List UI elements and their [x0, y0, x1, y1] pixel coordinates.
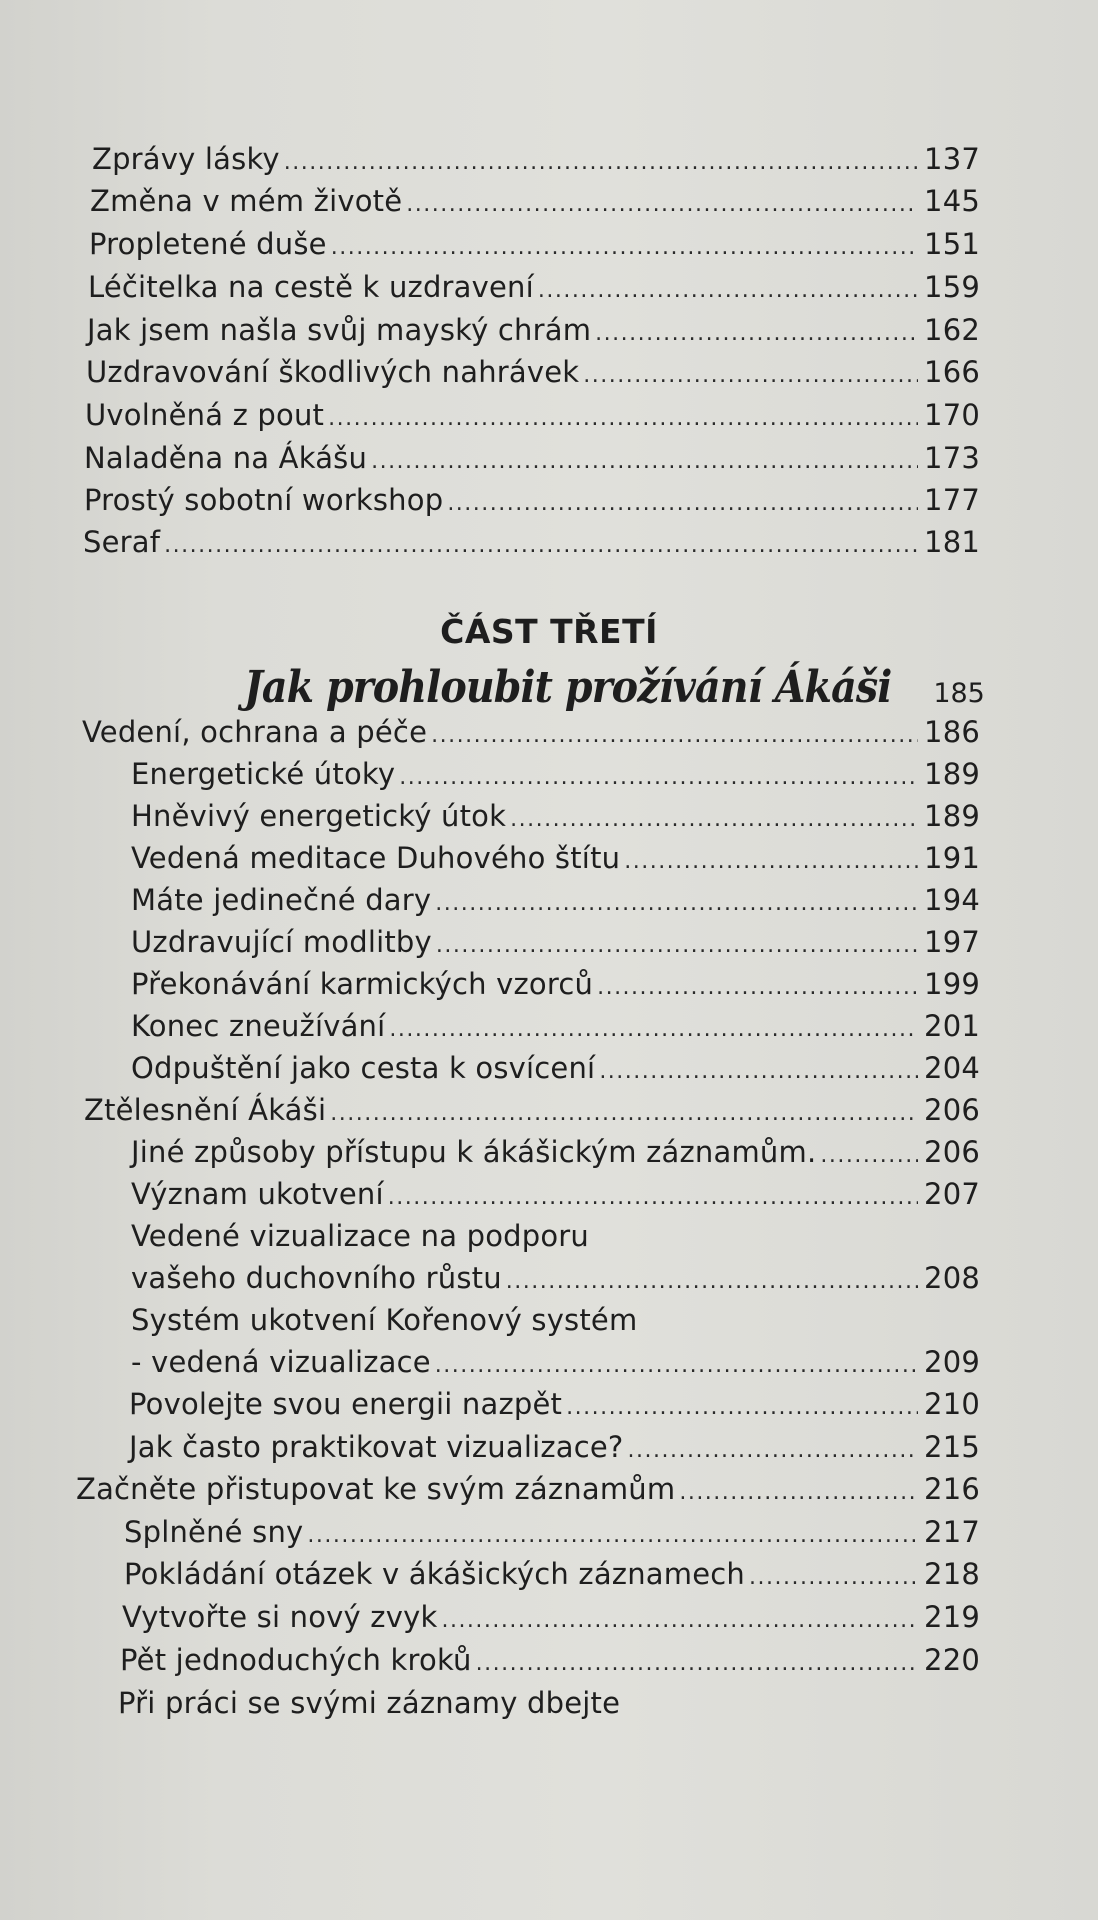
part-title-entry	[244, 662, 985, 713]
leader-dots	[328, 402, 918, 436]
toc-page-number: 177	[924, 483, 980, 517]
toc-entry-label: Překonávání karmických vzorců	[131, 967, 594, 1001]
toc-page-number: 204	[924, 1051, 980, 1085]
leader-dots	[597, 971, 918, 1005]
leader-dots	[566, 1391, 918, 1425]
toc-page-number: 162	[924, 313, 980, 347]
toc-entry	[131, 883, 980, 921]
toc-entry	[131, 1051, 980, 1089]
toc-entry	[131, 1261, 980, 1299]
toc-entry-label: Jiné způsoby přístupu k ákášickým záznamům.	[131, 1135, 817, 1169]
toc-page-number: 199	[924, 967, 980, 1001]
toc-page-number: 209	[924, 1345, 980, 1379]
leader-dots	[628, 1434, 918, 1468]
toc-entry	[131, 1135, 980, 1173]
toc-page-number: 208	[924, 1261, 980, 1295]
toc-entry	[87, 313, 980, 351]
toc-entry-label: Naladěna na Ákášu	[84, 441, 368, 475]
toc-page-number: 145	[924, 184, 980, 218]
leader-dots	[389, 1013, 918, 1047]
toc-page-number: 166	[924, 355, 980, 389]
toc-page-number: 181	[924, 525, 980, 559]
leader-dots	[435, 1349, 918, 1383]
toc-entry	[131, 925, 980, 963]
toc-entry	[124, 1557, 980, 1595]
toc-entry-label: Pokládání otázek v ákášických záznamech	[124, 1557, 745, 1591]
leader-dots	[476, 1647, 918, 1681]
toc-entry-label-line1: Vedené vizualizace na podporu	[131, 1219, 590, 1253]
toc-entry-label: Hněvivý energetický útok	[131, 799, 507, 833]
toc-entry	[131, 1345, 980, 1383]
toc-entry	[84, 441, 980, 479]
leader-dots	[436, 929, 918, 963]
toc-entry	[83, 525, 980, 563]
toc-page-number: 218	[924, 1557, 980, 1591]
toc-entry-label: Pět jednoduchých kroků	[120, 1643, 472, 1677]
toc-entry-label: Při práci se svými záznamy dbejte	[118, 1686, 621, 1720]
toc-entry	[129, 1430, 980, 1468]
toc-entry-label: Propletené duše	[89, 227, 327, 261]
toc-entry	[120, 1643, 980, 1681]
toc-entry	[86, 355, 980, 393]
part-title: Jak prohloubit prožívání Ákáši	[244, 662, 892, 713]
leader-dots	[749, 1561, 918, 1595]
toc-page-number: 137	[924, 142, 980, 176]
toc-page-number: 197	[924, 925, 980, 959]
toc-entry-label: Povolejte svou energii nazpět	[129, 1387, 563, 1421]
toc-entry-label: Ztělesnění Ákáši	[84, 1093, 327, 1127]
toc-entry-label: - vedená vizualizace	[131, 1345, 431, 1379]
toc-entry-label: vašeho duchovního růstu	[131, 1261, 502, 1295]
toc-entry-label: Uzdravující modlitby	[131, 925, 432, 959]
toc-entry-label: Vedená meditace Duhového štítu	[131, 841, 621, 875]
toc-page-number: 170	[924, 398, 980, 432]
leader-dots	[435, 887, 918, 921]
leader-dots	[679, 1476, 918, 1510]
toc-page-number: 220	[924, 1643, 980, 1677]
toc-entry-label: Uzdravování škodlivých nahrávek	[86, 355, 580, 389]
toc-page-number: 191	[924, 841, 980, 875]
toc-entry	[85, 398, 980, 436]
leader-dots	[284, 146, 918, 180]
leader-dots	[599, 1055, 918, 1089]
toc-page-number: 207	[924, 1177, 980, 1211]
toc-page-number: 216	[924, 1472, 980, 1506]
leader-dots	[538, 274, 918, 308]
toc-entry-label: Uvolněná z pout	[85, 398, 325, 432]
toc-entry	[129, 1387, 980, 1425]
toc-entry	[124, 1515, 980, 1553]
leader-dots	[447, 487, 918, 521]
toc-page-number: 210	[924, 1387, 980, 1421]
leader-dots	[307, 1519, 918, 1553]
leader-dots	[406, 188, 918, 222]
toc-page-number: 151	[924, 227, 980, 261]
toc-entry	[92, 142, 980, 180]
toc-entry-label: Konec zneužívání	[131, 1009, 386, 1043]
toc-entry-label: Odpuštění jako cesta k osvícení	[131, 1051, 596, 1085]
toc-entry-label: Splněné sny	[124, 1515, 304, 1549]
leader-dots	[330, 1097, 918, 1131]
leader-dots	[331, 231, 918, 265]
toc-page-number: 159	[924, 270, 980, 304]
toc-entry	[84, 483, 980, 521]
toc-entry	[131, 1009, 980, 1047]
leader-dots	[624, 845, 918, 879]
toc-entry-label: Seraf	[83, 525, 161, 559]
toc-page-number: 194	[924, 883, 980, 917]
toc-entry	[89, 227, 980, 265]
leader-dots	[820, 1139, 918, 1173]
toc-entry-label: Význam ukotvení	[131, 1177, 384, 1211]
toc-entry	[76, 1472, 980, 1510]
toc-entry-label: Prostý sobotní workshop	[84, 483, 444, 517]
toc-page-number: 189	[924, 757, 980, 791]
toc-entry-label: Vytvořte si nový zvyk	[122, 1600, 438, 1634]
leader-dots	[399, 761, 918, 795]
toc-page-number: 215	[924, 1430, 980, 1464]
leader-dots	[431, 719, 918, 753]
toc-page-number: 185	[933, 678, 985, 709]
toc-page-number: 186	[924, 715, 980, 749]
toc-entry-label: Jak často praktikovat vizualizace?	[129, 1430, 624, 1464]
toc-page-number: 173	[924, 441, 980, 475]
toc-entry	[131, 841, 980, 879]
toc-entry-label: Vedení, ochrana a péče	[82, 715, 428, 749]
part-heading: ČÁST TŘETÍ	[440, 612, 658, 651]
toc-entry-label: Změna v mém životě	[90, 184, 403, 218]
toc-entry	[82, 715, 980, 753]
toc-entry	[122, 1600, 980, 1638]
toc-entry	[131, 757, 980, 795]
leader-dots	[506, 1265, 918, 1299]
toc-page-number: 217	[924, 1515, 980, 1549]
toc-entry-label: Léčitelka na cestě k uzdravení	[88, 270, 534, 304]
toc-entry-label: Máte jedinečné dary	[131, 883, 432, 917]
leader-dots	[371, 445, 918, 479]
toc-entry	[84, 1093, 980, 1131]
toc-entry	[131, 1177, 980, 1215]
toc-entry-label: Začněte přistupovat ke svým záznamům	[76, 1472, 676, 1506]
toc-entry-label: Zprávy lásky	[92, 142, 280, 176]
toc-entry	[131, 799, 980, 837]
toc-entry-label: Jak jsem našla svůj mayský chrám	[87, 313, 592, 347]
toc-entry-label: Energetické útoky	[131, 757, 396, 791]
leader-dots	[388, 1181, 918, 1215]
toc-page-number: 206	[924, 1093, 980, 1127]
toc-entry	[90, 184, 980, 222]
toc-entry	[131, 967, 980, 1005]
leader-dots	[441, 1604, 918, 1638]
toc-entry	[88, 270, 980, 308]
leader-dots	[164, 529, 918, 563]
toc-entry-label-line1: Systém ukotvení Kořenový systém	[131, 1303, 638, 1337]
leader-dots	[595, 317, 918, 351]
toc-page-number: 189	[924, 799, 980, 833]
leader-dots	[510, 803, 918, 837]
toc-page-number: 219	[924, 1600, 980, 1634]
toc-page-number: 206	[924, 1135, 980, 1169]
leader-dots	[583, 359, 918, 393]
toc-page-number: 201	[924, 1009, 980, 1043]
